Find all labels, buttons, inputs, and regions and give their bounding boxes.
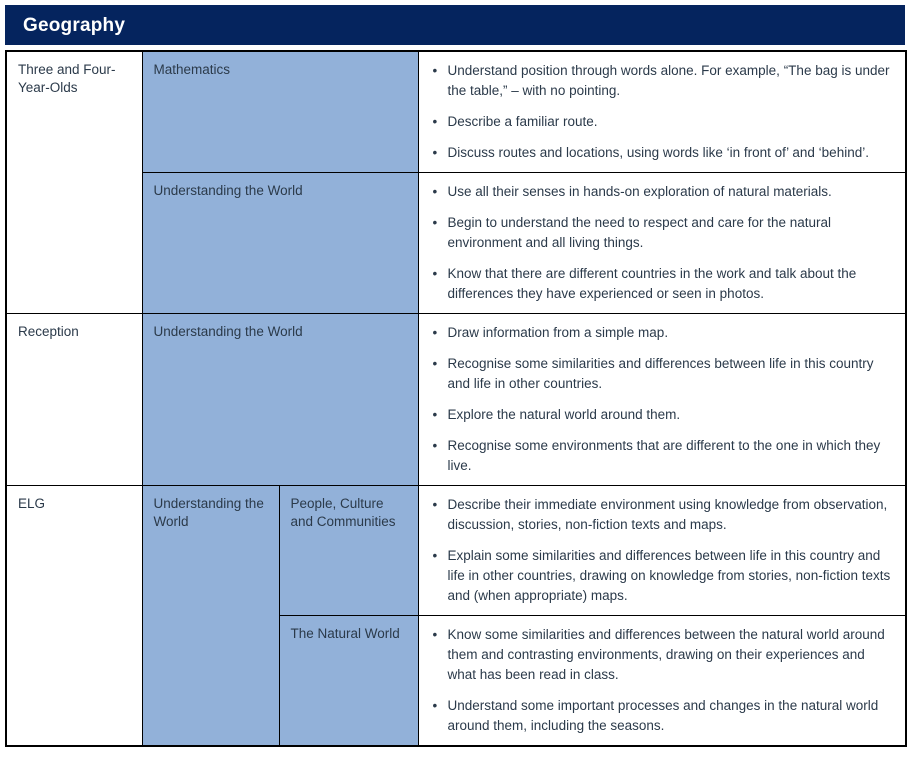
table-row [6,486,906,616]
objectives-list [419,314,906,485]
age-band-label: ELG [18,496,46,511]
objectives-cell-mathematics [418,51,906,173]
table-row [6,314,906,486]
list-item [431,323,894,343]
objective-text: Understand position through words alone. For example, “The bag is under the table,” – with no pointing. [447,63,890,98]
objective-text: Understand some important processes and changes in the natural world around them, including the seasons. [447,698,879,733]
age-band-cell-three-and-four-year-olds [6,51,142,314]
objective-text: Know some similarities and differences between the natural world around them and contrasting environments, drawing on their experiences and what has been read in class. [447,627,885,682]
area-cell-understanding-the-world-nursery [142,173,418,314]
sub-area-label: The Natural World [290,626,400,641]
objective-text: Describe a familiar route. [447,114,598,129]
list-item [431,143,894,163]
objectives-list [419,173,906,313]
objectives-cell-understanding-the-world-nursery [418,173,906,314]
bullet-icon: • [432,266,438,281]
age-band-label: Reception [18,324,79,339]
bullet-icon: • [432,497,438,512]
bullet-icon: • [432,114,438,129]
bullet-icon: • [432,407,438,422]
area-label: Understanding the World [153,324,303,339]
area-cell-understanding-the-world-reception [142,314,418,486]
area-label: Understanding the World [153,183,303,198]
bullet-icon: • [432,145,438,160]
objectives-cell-reception [418,314,906,486]
bullet-icon: • [432,184,438,199]
bullet-icon: • [432,356,438,371]
sub-area-label: People, Culture and Communities [290,496,396,529]
subject-header-band [5,5,905,45]
objective-text: Explain some similarities and differences between life in this country and life in other countries, drawing on knowledge from stories, non-fiction texts and (when appropriate) maps. [447,548,891,603]
age-band-label: Three and Four-Year-Olds [18,62,116,95]
bullet-icon: • [432,438,438,453]
bullet-icon: • [432,63,438,78]
bullet-icon: • [432,325,438,340]
age-band-cell-reception [6,314,142,486]
list-item [431,546,894,606]
table-row [6,51,906,173]
page-title: Geography [23,14,126,36]
objectives-list [419,52,906,172]
objectives-list [419,486,906,615]
list-item [431,264,894,304]
list-item [431,213,894,253]
list-item [431,61,894,101]
list-item [431,354,894,394]
list-item [431,436,894,476]
objectives-cell-the-natural-world [418,616,906,747]
list-item [431,405,894,425]
sub-area-cell-people-culture-and-communities [279,486,418,616]
bullet-icon: • [432,215,438,230]
progression-table [5,50,907,747]
list-item [431,495,894,535]
objective-text: Begin to understand the need to respect and care for the natural environment and all living things. [447,215,832,250]
objective-text: Use all their senses in hands-on exploration of natural materials. [447,184,832,199]
area-cell-understanding-the-world-elg [142,486,279,747]
sub-area-cell-the-natural-world [279,616,418,747]
area-cell-mathematics [142,51,418,173]
age-band-cell-elg [6,486,142,747]
area-label: Understanding the World [153,496,264,529]
objective-text: Discuss routes and locations, using words like ‘in front of’ and ‘behind’. [447,145,869,160]
list-item [431,112,894,132]
bullet-icon: • [432,627,438,642]
objective-text: Draw information from a simple map. [447,325,669,340]
objective-text: Recognise some similarities and differences between life in this country and life in other countries. [447,356,874,391]
objective-text: Describe their immediate environment using knowledge from observation, discussion, stories, non-fiction texts and maps. [447,497,888,532]
list-item [431,625,894,685]
objective-text: Recognise some environments that are different to the one in which they live. [447,438,881,473]
list-item [431,696,894,736]
bullet-icon: • [432,698,438,713]
objective-text: Explore the natural world around them. [447,407,681,422]
objectives-cell-people-culture-and-communities [418,486,906,616]
area-label: Mathematics [153,62,231,77]
list-item [431,182,894,202]
objective-text: Know that there are different countries in the work and talk about the differences they have experienced or seen in photos. [447,266,857,301]
bullet-icon: • [432,548,438,563]
objectives-list [419,616,906,745]
